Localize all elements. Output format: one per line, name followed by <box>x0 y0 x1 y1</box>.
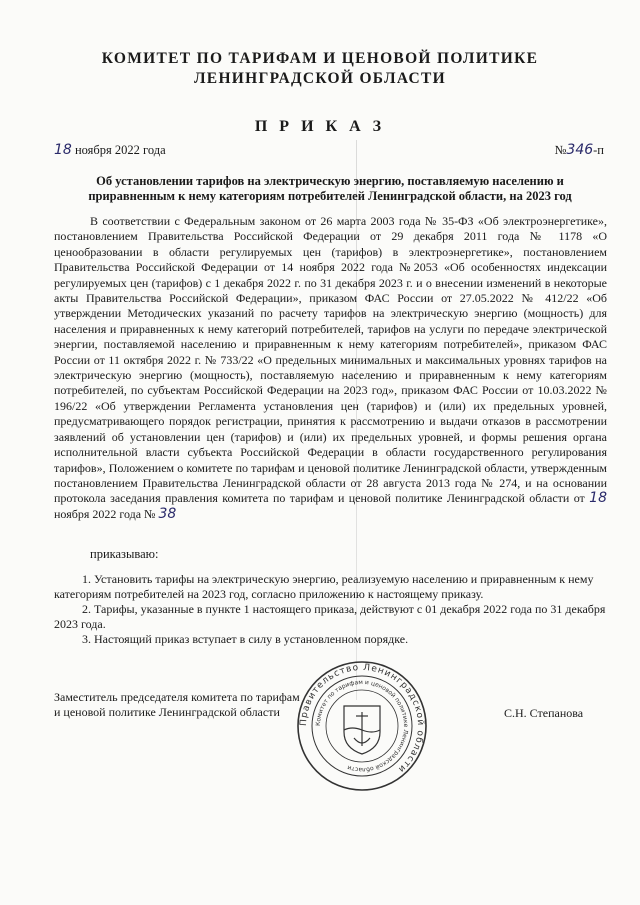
issuer-line-2: ЛЕНИНГРАДСКОЙ ОБЛАСТИ <box>193 70 447 87</box>
seal-inner-text: Комитет по тарифам и ценовой политике Ленинградской области <box>314 678 410 774</box>
issuer-line-1: КОМИТЕТ ПО ТАРИФАМ И ЦЕНОВОЙ ПОЛИТИКЕ <box>101 50 539 67</box>
signatory-position: Заместитель председателя комитета по тарифам и ценовой политике Ленинградской области <box>54 690 300 719</box>
issuer-header <box>0 49 640 89</box>
coat-of-arms-icon <box>344 706 380 754</box>
order-items <box>54 572 607 647</box>
signatory-name: С.Н. Степанова <box>504 706 584 720</box>
handwritten-protocol-day: 18 <box>589 490 607 507</box>
handwritten-protocol-number: 38 <box>158 505 177 522</box>
preamble: В соответствии с Федеральным законом от 26 марта 2003 года № 35-ФЗ «Об электроэнергетике», постановлением Правительства Российской Федерации от 29 декабря 2011 года № 1178 «О ценообразовании в области регулируемых цен (тарифов) в электроэнергетике», постановлением Правительства Российской Федерации от 14 ноября 2022 года №2053 «Об особенностях индексации регулируемых цен (тарифов) с 1 декабря 2022 г. по 31 декабря 2023 г. и о внесении изменений в некоторые акты Правительства Российской Федерации», приказом ФАС России от 27.05.2022 № 412/22 «Об утверждении Методических указаний по расчету тарифов на электрическую энергию (мощность) для населения и приравненных к нему категорий потребителей, тарифов на услуги по передаче электрической энергии, поставляемой населению и приравненным к нему категориям потребителей», приказом ФАС России от 11 октября 2022 г. № 733/22 «О предельных минимальных и максимальных уровнях тарифов на электрическую энергию (мощность), поставляемую населению и приравненным к нему категориям потребителей, по субъектам Российской Федерации на 2023 год», приказом ФАС России от 10.03.2022 № 196/22 «Об утверждении Регламента установления цен (тарифов) и (или) их предельных уровней, предусматривающего порядок регистрации, принятия к рассмотрению и выдачи отказов в рассмотрении заявлений об установлении цен (тарифов) и (или) их предельных уровней, и формы решения органа исполнительной власти субъекта Российской Федерации в области государственного регулирования тарифов», Положением о комитете по тарифам и ценовой политике Ленинградской области, утвержденным постановлением Правительства Ленинградской области от 28 августа 2013 года № 274, и на основании протокола заседания правления комитета по тарифам и ценовой политике Ленинградской области от 18 ноября 2022 года № 38 <box>54 214 607 522</box>
order-item-3: 3. Настоящий приказ вступает в силу в установленном порядке. <box>82 632 409 646</box>
orders-word: приказываю: <box>90 547 159 561</box>
handwritten-number: 346 <box>566 142 594 158</box>
seal-outer-text: Правительство Ленинградской области <box>298 662 426 775</box>
document-title: П Р И К А З <box>254 118 386 135</box>
document-date: 18 ноября 2022 года <box>54 142 166 158</box>
official-seal <box>296 660 428 792</box>
order-item-1: 1. Установить тарифы на электрическую энергию, реализуемую населению и приравненным к нему категориям потребителей на 2023 год, согласно приложению к настоящему приказу. <box>54 572 594 601</box>
document-subject: Об установлении тарифов на электрическую энергию, поставляемую населению и приравненным к нему категориям потребителей Ленинградской области, на 2023 год <box>88 174 572 203</box>
order-item-2: 2. Тарифы, указанные в пункте 1 настоящего приказа, действуют с 01 декабря 2022 года по 31 декабря 2023 года. <box>54 602 606 631</box>
handwritten-day: 18 <box>54 142 72 158</box>
document-number: №346-п <box>554 142 604 158</box>
